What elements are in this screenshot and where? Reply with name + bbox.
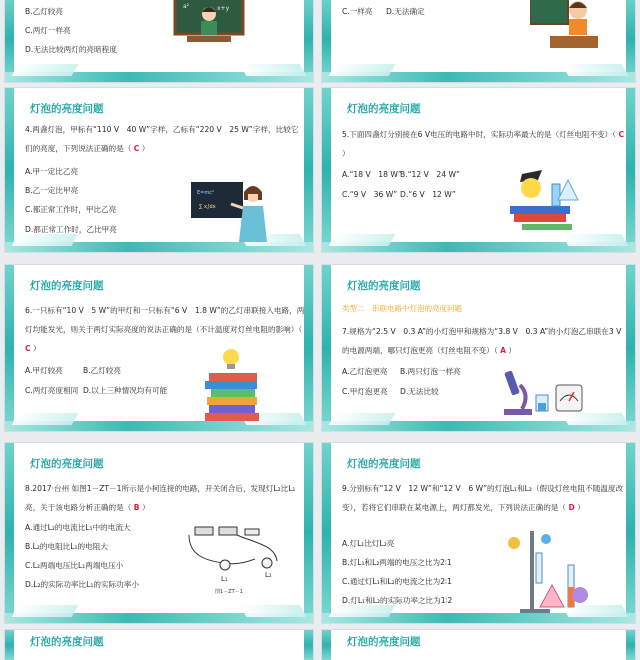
question-text: 4.两盏灯泡，甲标有“110 V 40 W”字样，乙标有“220 V 25 W”字样，比较它们的亮度，下列说法正确的是（ C ） xyxy=(25,125,299,153)
option-b: B.灯L₁和L₂两端的电压之比为2∶1 xyxy=(342,558,452,567)
option-a: A.乙灯泡更亮 xyxy=(342,367,388,376)
option-c: C.两灯一样亮 xyxy=(25,26,71,35)
option-a: A.甲一定比乙亮 xyxy=(25,167,79,176)
option-c: C.一样亮 xyxy=(342,7,373,16)
slide-prev-left xyxy=(5,0,313,82)
option-c: C.都正常工作时，甲比乙亮 xyxy=(25,205,117,214)
slide-q5 xyxy=(322,88,635,252)
option-d: D.无法确定 xyxy=(386,7,425,16)
chemistry-apparatus-illustration xyxy=(500,525,600,617)
microscope-lab-illustration xyxy=(494,365,594,419)
section-title: 灯泡的亮度问题 xyxy=(30,280,104,292)
option-c: C.通过灯L₁和L₂的电流之比为2∶1 xyxy=(342,577,452,586)
option-a: A.灯L₁比灯L₂亮 xyxy=(342,539,395,548)
svg-text:a²: a² xyxy=(183,3,190,10)
section-title: 灯泡的亮度问题 xyxy=(347,103,421,115)
answer: C xyxy=(25,344,31,353)
svg-text:x+y: x+y xyxy=(217,5,230,12)
section-title: 灯泡的亮度问题 xyxy=(30,636,104,648)
option-a: A.通过L₂的电流比L₁中的电流大 xyxy=(25,523,131,532)
slide-q6 xyxy=(5,265,313,431)
option-c: C.“9 V 36 W” xyxy=(342,190,398,199)
slide-next-right xyxy=(322,630,635,660)
section-title: 灯泡的亮度问题 xyxy=(30,103,104,115)
lamp-l2-label: L₂ xyxy=(265,571,272,579)
science-tools-illustration xyxy=(498,166,594,238)
teacher-blackboard-illustration xyxy=(191,180,277,244)
option-a: A.“18 V 18 W” xyxy=(342,170,402,179)
option-d: D.无法比较 xyxy=(400,387,439,396)
option-c: C.L₂两端电压比L₁两端电压小 xyxy=(25,561,124,570)
slide-next-left xyxy=(5,630,313,660)
option-d: D.L₂的实际功率比L₁的实际功率小 xyxy=(25,580,139,589)
option-b: B.乙一定比甲亮 xyxy=(25,186,79,195)
svg-text:E=mc²: E=mc² xyxy=(197,190,214,196)
slide-q8 xyxy=(5,443,313,623)
section-title: 灯泡的亮度问题 xyxy=(347,636,421,648)
slide-prev-right xyxy=(322,0,635,82)
question-text: 9.分别标有“12 V 12 W”和“12 V 6 W”的灯泡L₁和L₂（假设灯丝电阻不随温度改变），若将它们串联在某电源上，两灯都发光，下列说法正确的是（ D ） xyxy=(342,484,624,512)
question-text: 5.下面四盏灯分别接在6 V电压的电路中时，实际功率最大的是（灯丝电阻不变）（ C ） xyxy=(342,130,625,158)
option-d: D.“6 V 12 W” xyxy=(400,190,456,199)
answer: A xyxy=(500,346,506,355)
answer: D xyxy=(568,503,575,512)
option-b: B.L₂的电阻比L₁的电阻大 xyxy=(25,542,108,551)
option-d: D.灯L₁和L₂的实际功率之比为1∶2 xyxy=(342,596,453,605)
section-title: 灯泡的亮度问题 xyxy=(347,458,421,470)
option-c: C.甲灯泡更亮 xyxy=(342,387,388,396)
option-a: A.甲灯较亮 xyxy=(25,366,63,375)
teacher-chalkboard-illustration xyxy=(173,0,245,44)
slide-q7 xyxy=(322,265,635,431)
slide-q4 xyxy=(5,88,313,252)
circuit-figure xyxy=(185,525,285,597)
option-d: D.都正常工作时，乙比甲亮 xyxy=(25,225,117,234)
lamp-l1-label: L₁ xyxy=(221,575,228,583)
option-b: B.乙灯较亮 xyxy=(83,366,121,375)
option-b: B.乙灯较亮 xyxy=(25,7,63,16)
question-text: 8.2017·台州 如图1－ZT－1所示是小柯连接的电路，开关闭合后，发现灯L₂比L₁亮，关于该电路分析正确的是（ B ） xyxy=(25,484,296,512)
svg-text:∑ x∫dx: ∑ x∫dx xyxy=(199,204,216,210)
question-text: 6.一只标有“10 V 5 W”的甲灯和一只标有“6 V 1.8 W”的乙灯串联接入电路，两灯均能发光，则关于两灯实际亮度的说法正确的是（不计温度对灯丝电阻的影响）（ C ） xyxy=(25,306,305,353)
option-d: D.以上三种情况均有可能 xyxy=(83,386,168,395)
books-lightbulb-illustration xyxy=(201,345,267,427)
answer: B xyxy=(133,503,140,512)
answer: C xyxy=(133,144,140,153)
figure-caption: 图1－ZT－1 xyxy=(215,589,243,595)
section-title: 灯泡的亮度问题 xyxy=(347,280,421,292)
question-type-subtitle: 类型二 串联电路中灯泡的亮度问题 xyxy=(342,304,462,313)
option-d: D.无法比较两灯的亮暗程度 xyxy=(25,45,117,54)
option-c: C.两灯亮度相同 xyxy=(25,386,79,395)
teacher-at-desk-illustration xyxy=(530,0,600,52)
slide-q9 xyxy=(322,443,635,623)
answer: C xyxy=(618,130,625,139)
option-b: B.“12 V 24 W” xyxy=(400,170,460,179)
option-b: B.两只灯泡一样亮 xyxy=(400,367,461,376)
question-text: 7.规格为“2.5 V 0.3 A”的小灯泡甲和规格为“3.8 V 0.3 A”的小灯泡乙串联在3 V的电源两端，哪只灯泡更亮（灯丝电阻不变）（ A ） xyxy=(342,327,622,355)
section-title: 灯泡的亮度问题 xyxy=(30,458,104,470)
